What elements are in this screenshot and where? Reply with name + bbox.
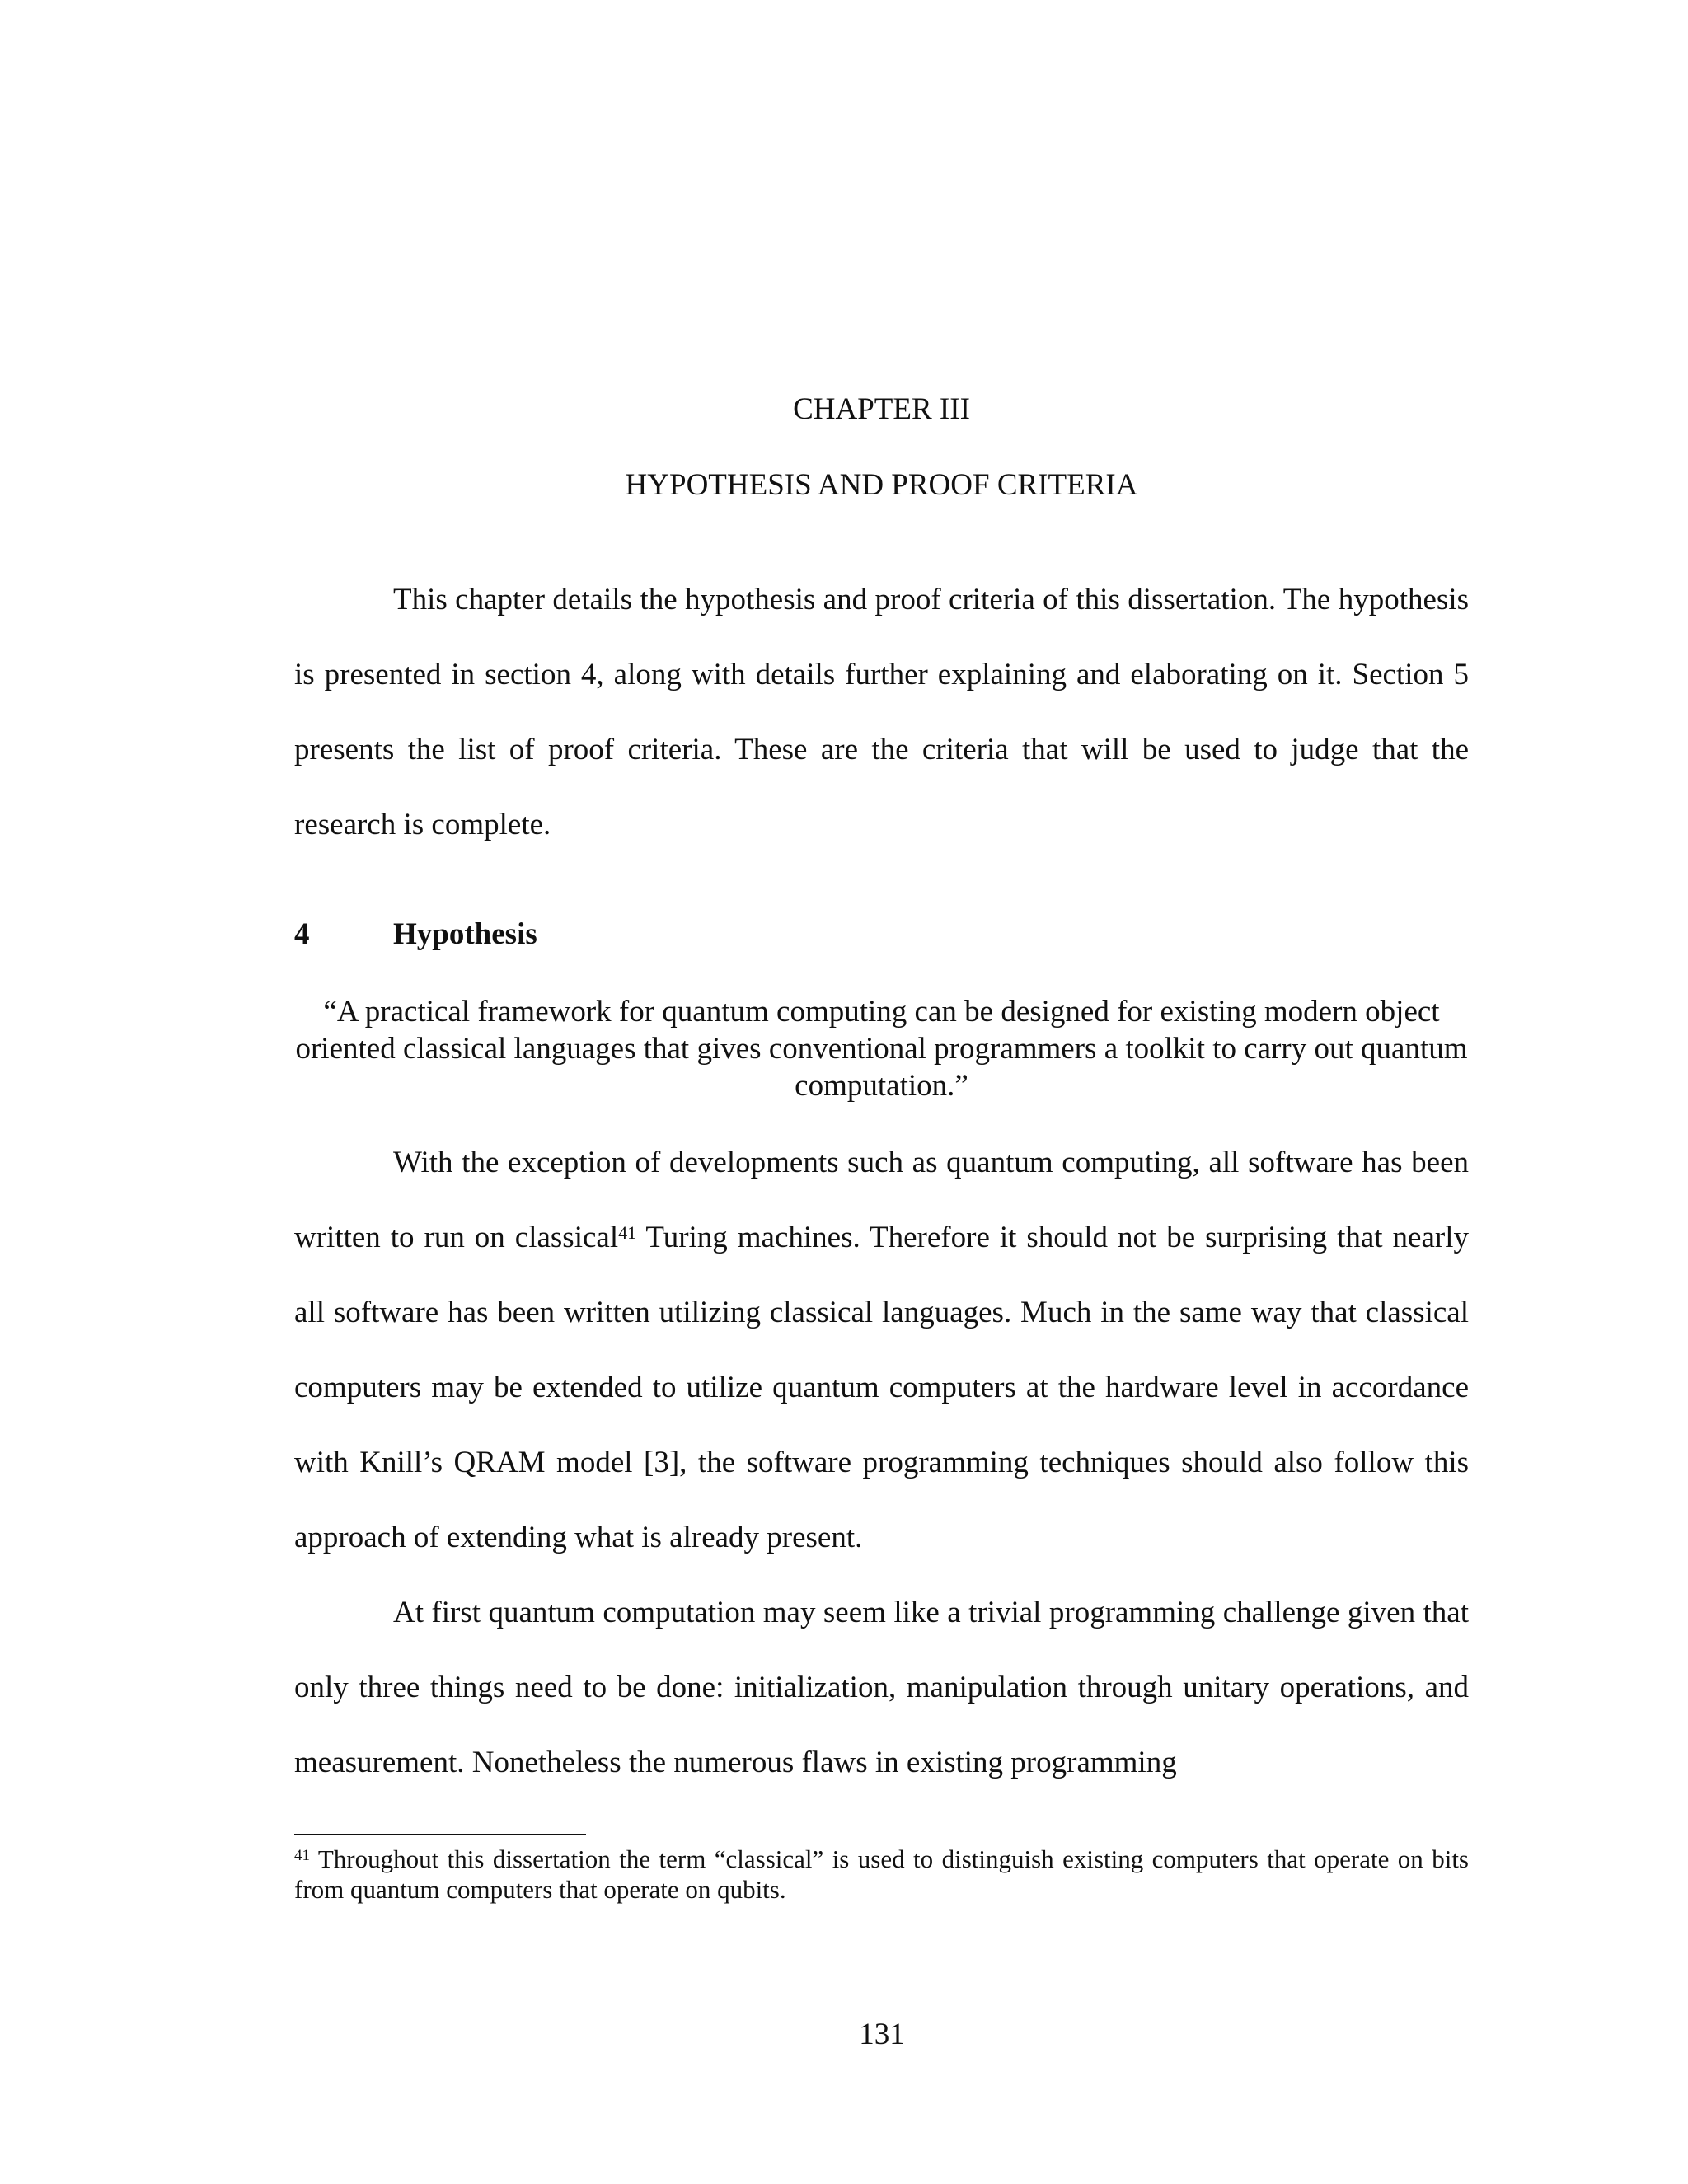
section-title: Hypothesis xyxy=(393,917,537,951)
footnote-reference[interactable]: 41 xyxy=(618,1222,637,1243)
intro-section xyxy=(294,562,1469,862)
footnote-text: Throughout this dissertation the term “classical” is used to distinguish existing computers that operate on bits from quantum computers that operate on qubits. xyxy=(294,1844,1469,1904)
paragraph-text-before-ref: With the exception of developments such as quantum computing, all software has been written to run on classical xyxy=(294,1146,1469,1254)
page-number: 131 xyxy=(859,2018,905,2051)
footnote-divider xyxy=(294,1834,586,1835)
section-number: 4 xyxy=(294,917,310,951)
footnote xyxy=(294,1844,1469,1905)
chapter-title: HYPOTHESIS AND PROOF CRITERIA xyxy=(625,468,1138,502)
section-heading xyxy=(294,916,537,953)
hypothesis-quote: “A practical framework for quantum computing can be designed for existing modern object oriented classical languages that gives conventional programmers a toolkit to carry out quantum computation.” xyxy=(295,995,1468,1103)
body-paragraph-1 xyxy=(294,1125,1469,1575)
body-paragraphs xyxy=(294,1125,1469,1800)
intro-paragraph: This chapter details the hypothesis and proof criteria of this dissertation. The hypothesis is presented in section 4, along with details further explaining and elaborating on it. Section 5 presents the list of proof criteria. These are the criteria that will be used to judge that the research is complete. xyxy=(294,583,1469,841)
paragraph-text-after-ref: Turing machines. Therefore it should not be surprising that nearly all software has been written utilizing classical languages. Much in the same way that classical computers may be extended to utilize quantum computers at the hardware level in accordance with Knill’s QRAM model [3], the software programming techniques should also follow this approach of extending what is already present. xyxy=(294,1221,1469,1554)
body-paragraph-2: At first quantum computation may seem like a trivial programming challenge given that only three things need to be done: initialization, manipulation through unitary operations, and measurement. Nonetheless the numerous flaws in existing programming xyxy=(294,1596,1469,1779)
chapter-label: CHAPTER III xyxy=(793,392,970,426)
footnote-number: 41 xyxy=(294,1847,310,1864)
